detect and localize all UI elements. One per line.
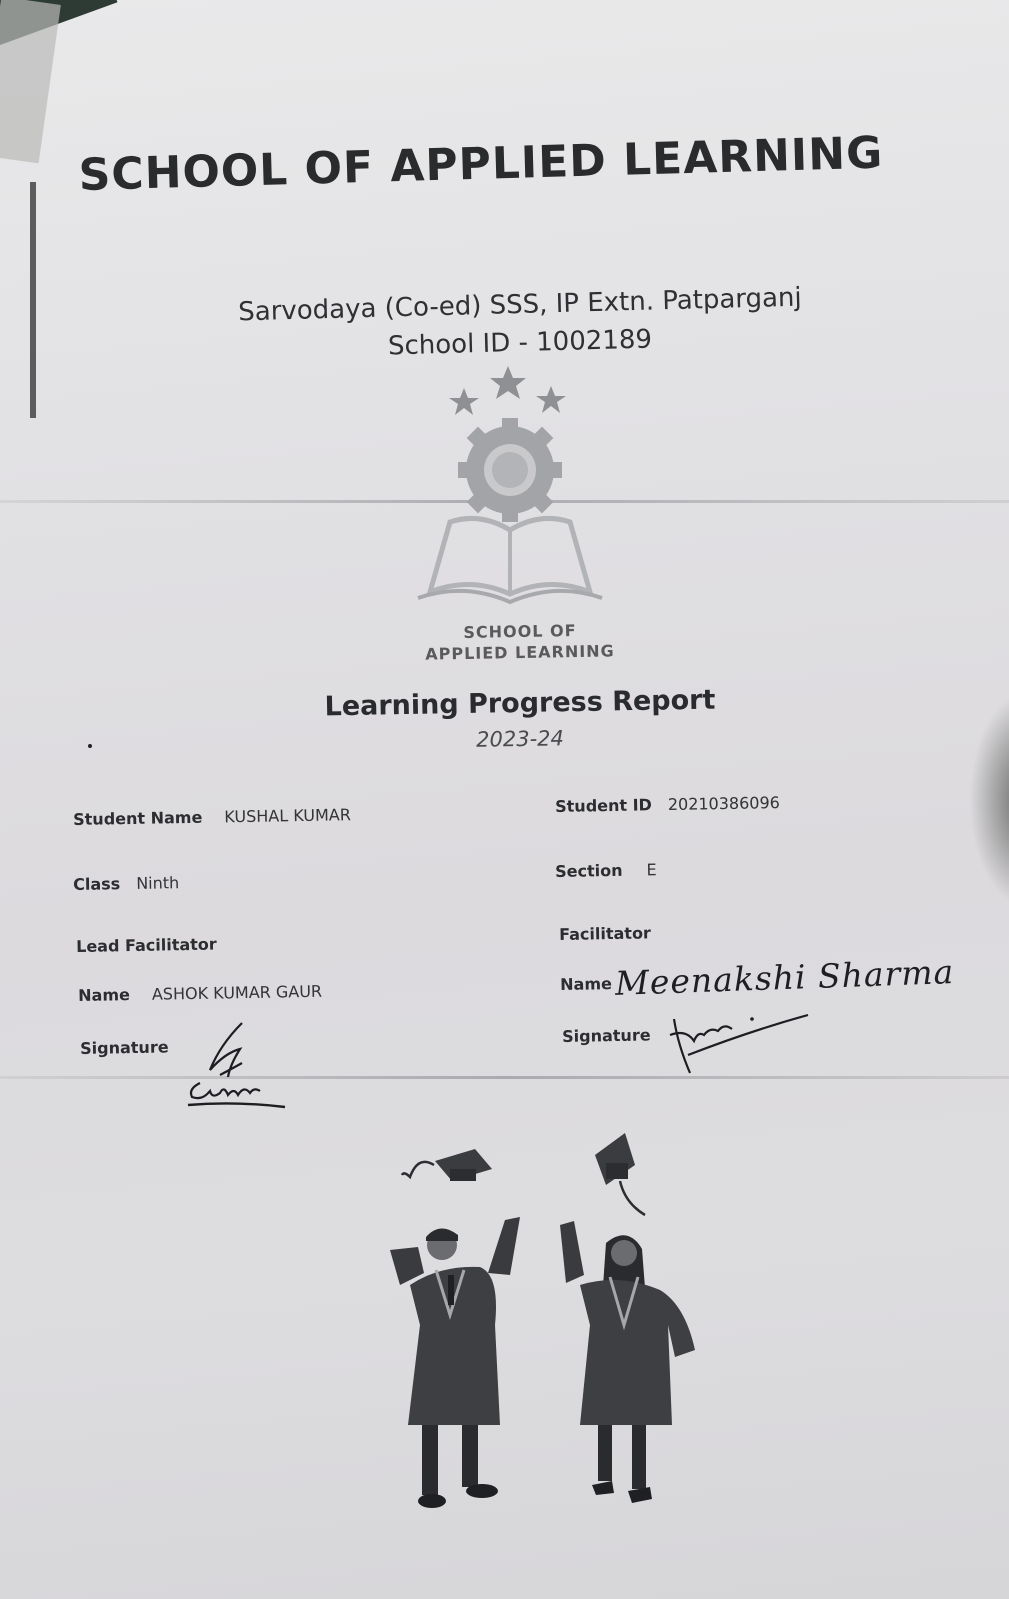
facilitator-name-handwritten: Meenakshi Sharma xyxy=(614,952,955,1003)
student-name-value: KUSHAL KUMAR xyxy=(224,805,352,827)
lead-facilitator-name-label: Name xyxy=(78,985,131,1005)
section-label: Section xyxy=(555,860,623,881)
lead-facilitator-heading: Lead Facilitator xyxy=(76,934,217,956)
lead-facilitator-signature-label: Signature xyxy=(80,1037,169,1058)
report-year: 2023-24 xyxy=(475,726,565,752)
facilitator-signature-mark xyxy=(660,1005,820,1080)
paper-fold-line xyxy=(0,1076,1009,1079)
paper-curl xyxy=(0,0,61,163)
student-id-label: Student ID xyxy=(555,795,653,816)
school-address: Sarvodaya (Co-ed) SSS, IP Extn. Patparganj xyxy=(237,282,803,328)
lead-facilitator-name-field xyxy=(78,982,322,1005)
facilitator-signature-label: Signature xyxy=(562,1025,651,1046)
lead-facilitator-name-value: ASHOK KUMAR GAUR xyxy=(151,981,323,1004)
accent-bar xyxy=(30,182,36,418)
facilitator-heading: Facilitator xyxy=(559,923,652,944)
book-gear-stars-logo xyxy=(400,362,630,612)
lead-facilitator-heading-field xyxy=(76,935,217,956)
school-id: School ID - 1002189 xyxy=(387,324,653,362)
section-value: E xyxy=(646,860,657,880)
facilitator-name-field xyxy=(560,974,612,994)
ink-dot xyxy=(88,744,92,748)
class-label: Class xyxy=(73,874,121,894)
report-title: Learning Progress Report xyxy=(324,684,716,723)
lead-facilitator-signature-mark xyxy=(180,1015,295,1115)
class-value: Ninth xyxy=(136,873,180,893)
school-name-heading: SCHOOL OF APPLIED LEARNING xyxy=(78,127,884,201)
facilitator-name-label: Name xyxy=(560,974,613,994)
student-name-field xyxy=(73,805,351,829)
class-field xyxy=(73,873,179,894)
section-field xyxy=(555,860,657,881)
student-id-value: 20210386096 xyxy=(667,793,781,815)
logo-text-line1: SCHOOL OF xyxy=(463,621,577,642)
graduates-throwing-caps-illustration xyxy=(370,1125,710,1525)
student-name-label: Student Name xyxy=(73,807,203,829)
lead-facilitator-signature-field xyxy=(80,1037,169,1058)
student-id-field xyxy=(555,793,780,816)
logo-text-line2: APPLIED LEARNING xyxy=(425,641,615,664)
facilitator-signature-field xyxy=(562,1025,651,1046)
finger-shadow xyxy=(969,690,1009,910)
facilitator-heading-field xyxy=(559,923,651,944)
